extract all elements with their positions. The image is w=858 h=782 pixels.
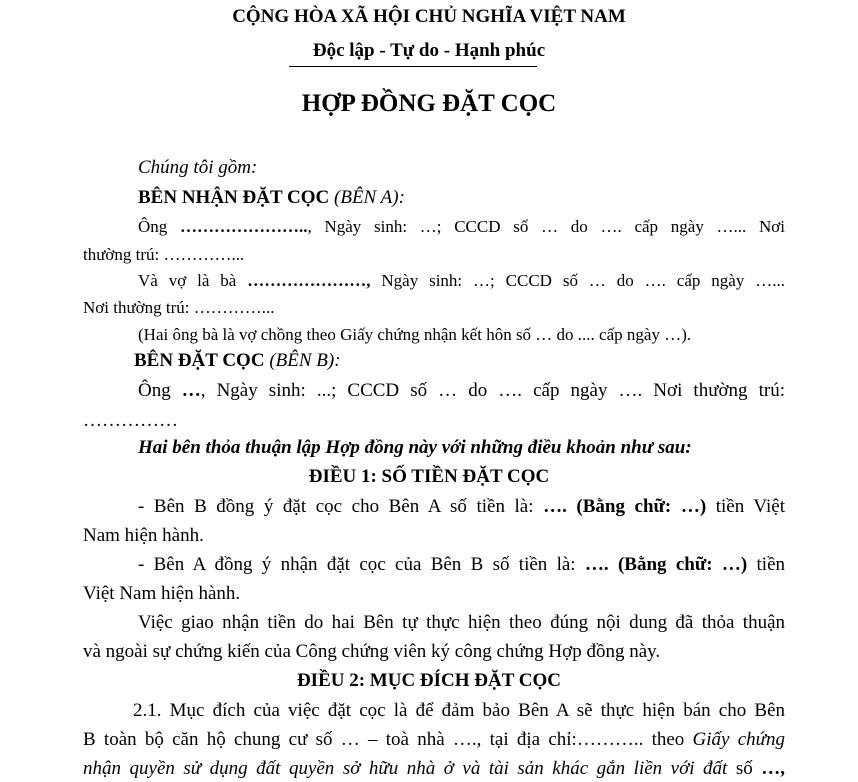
party-b-rest: , Ngày sinh: ...; CCCD số … do …. cấp ngày …. Nơi thường trú:: [200, 380, 785, 401]
article-2-heading: : MỤC ĐÍCH ĐẶT CỌC: [358, 670, 562, 691]
husband-name: …………………..: [180, 217, 308, 236]
a1p1-tail: tiền Việt: [706, 496, 786, 517]
a2p1-line2-cert: Giấy chứng: [692, 729, 786, 750]
party-a-tag: (BÊN A):: [329, 187, 405, 208]
document-title: HỢP ĐỒNG ĐẶT CỌC: [301, 90, 557, 117]
party-b-residence: ……………: [83, 410, 178, 431]
party-b-name: …: [181, 380, 201, 401]
a2p1-line3: [83, 758, 785, 780]
article-2-label: ĐIỀU 2: [296, 670, 359, 691]
party-b-prefix: Ông: [138, 380, 182, 401]
a2p1-line3-num: …,: [761, 758, 785, 779]
agreement-statement: Hai bên thỏa thuận lập Hợp đồng này với những điều khoản như sau:: [138, 437, 692, 458]
article-1-para-2: [83, 554, 785, 576]
a1p2-text: - Bên A đồng ý nhận đặt cọc của Bên B số tiền là:: [138, 554, 585, 575]
a1p2-cont: Việt Nam hiện hành.: [83, 583, 241, 604]
article-1-para-1: [83, 496, 785, 518]
a1p2-tail: tiền: [747, 554, 786, 575]
party-a-title: BÊN NHẬN ĐẶT CỌC: [138, 187, 330, 208]
party-a-husband: [83, 217, 785, 237]
wife-details: Ngày sinh: …; CCCD số … do …. cấp ngày …...: [370, 271, 785, 290]
motto: Độc lập - Tự do - Hạnh phúc: [312, 40, 546, 61]
wife-residence: Nơi thường trú: …………...: [83, 298, 275, 317]
wife-prefix: Và vợ là bà: [138, 271, 248, 290]
party-b-title: BÊN ĐẶT CỌC: [134, 350, 265, 371]
party-b-heading: [134, 350, 341, 372]
marriage-certificate: (Hai ông bà là vợ chồng theo Giấy chứng nhận kết hôn số … do .... cấp ngày …).: [138, 325, 692, 344]
a2p1-line3-so: số: [727, 758, 762, 779]
intro-text: Chúng tôi gồm:: [138, 157, 258, 178]
husband-prefix: Ông: [138, 217, 180, 236]
husband-details: , Ngày sinh: …; CCCD số … do …. cấp ngày …... Nơi: [307, 217, 785, 236]
a2p1-line2-text: B toàn bộ căn hộ chung cư số … – toà nhà …., tại địa chỉ:……….. theo: [83, 729, 693, 750]
party-a-wife: [83, 271, 785, 291]
article-2-title: [0, 670, 858, 692]
a1p1-amount: …. (Bằng chữ: …): [543, 496, 707, 517]
motto-underline: [289, 66, 537, 67]
a1p2-amount: …. (Bằng chữ: …): [584, 554, 748, 575]
republic-heading: CỘNG HÒA XÃ HỘI CHỦ NGHĨA VIỆT NAM: [232, 6, 626, 27]
a2p1-line3-cert: nhận quyền sử dụng đất quyền sở hữu nhà ở và tài sản khác gắn liền với đất: [83, 758, 728, 779]
party-a-heading: [138, 187, 405, 209]
article-1-title: ĐIỀU 1: SỐ TIỀN ĐẶT CỌC: [308, 466, 550, 487]
party-b-tag: (BÊN B):: [264, 350, 341, 371]
a1p1-text: - Bên B đồng ý đặt cọc cho Bên A số tiền là:: [138, 496, 544, 517]
a2p1-line1: 2.1. Mục đích của việc đặt cọc là để đảm bảo Bên A sẽ thực hiện bán cho Bên: [133, 700, 785, 721]
article-2-para-1: [83, 700, 785, 722]
a2p1-line2: [83, 729, 785, 751]
a1p1-cont: Nam hiện hành.: [83, 525, 204, 546]
a1p3-line1: Việc giao nhận tiền do hai Bên tự thực hiện theo đúng nội dung đã thỏa thuận: [138, 612, 785, 633]
husband-residence: thường trú: …………...: [83, 245, 245, 264]
wife-name: …………………,: [247, 271, 371, 290]
a1p3-line2: và ngoài sự chứng kiến của Công chứng viên ký công chứng Hợp đồng này.: [83, 641, 661, 662]
party-b-details: [83, 380, 785, 402]
article-1-para-3: [83, 612, 785, 634]
